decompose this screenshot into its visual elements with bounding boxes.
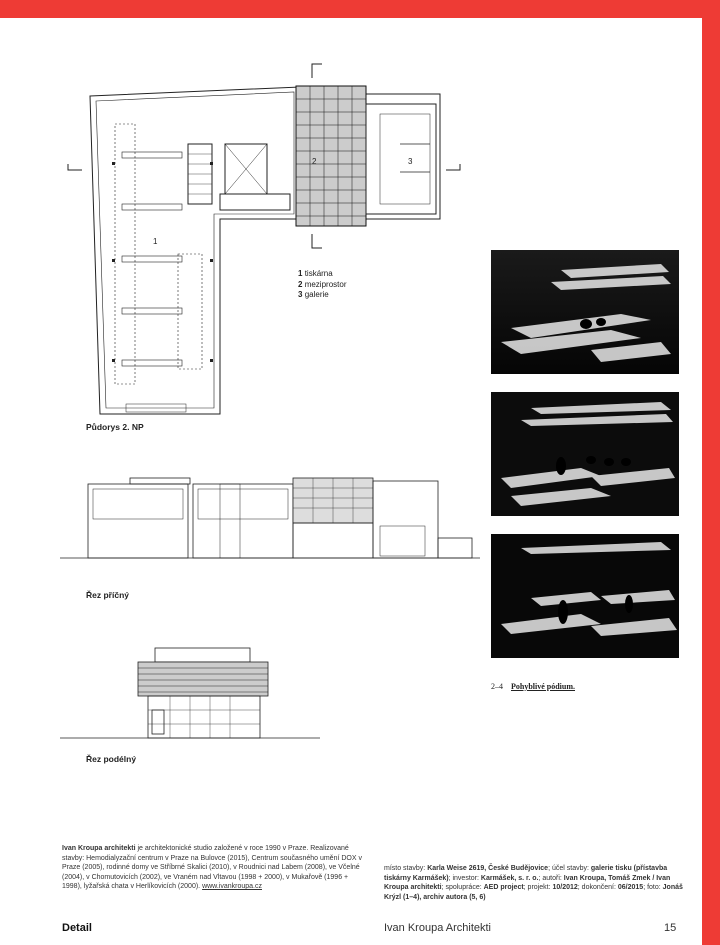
cross-section-caption: Řez příčný <box>86 590 129 600</box>
long-section-drawing <box>60 646 320 746</box>
bio-link[interactable]: www.ivankroupa.cz <box>202 883 262 891</box>
credits-text: místo stavby: Karla Weise 2619, České Budějovice; účel stavby: galerie tisku (přístavba tiskárny Karmášek); investor: Karmášek, s. r. o.; autoři: Ivan Kroupa, Tomáš Zmek / Ivan Kroupa architekti; spolupráce: AED project; projekt: 10/2012; dokončení: 06/2015; foto: Jonáš Krýzl (1–4), archiv autora (5, 6) <box>384 865 683 901</box>
plan-label-2: 2 <box>312 157 317 166</box>
plan-caption: Půdorys 2. NP <box>86 422 144 432</box>
legend-item: 2 meziprostor <box>298 279 347 289</box>
photo-caption-number: 2–4 <box>491 682 503 691</box>
plan-legend <box>298 269 346 301</box>
page-number: 15 <box>664 922 677 934</box>
photo-caption <box>491 682 575 691</box>
bio-name: Ivan Kroupa architekti <box>62 845 136 852</box>
photo-stage-2 <box>491 392 679 516</box>
plan-label-3: 3 <box>408 157 413 166</box>
photo-caption-text: Pohyblivé pódium. <box>511 682 576 691</box>
legend-item: 3 galerie <box>298 290 329 299</box>
bio-body: je architektonické studio založené v roce 1990 v Praze. Realizované stavby: Hemodialyzační centrum v Praze na Bulovce (2015), Centrum současného umění DOX v Praze (2005), rodinné domy ve Stříbrné Skalici (2010), v Roudnici nad Labem (2008), ve Včelné (2004), v Chomutovicích (2002), ve Vraném nad Vltavou (1998 + 2000), v Mukařově (1996 + 1998), lyžařská chata v Herlíkovicích (2000). <box>62 845 362 891</box>
plan-label-1: 1 <box>153 237 158 246</box>
photo-stage-3 <box>491 534 679 658</box>
footer-title: Ivan Kroupa Architekti <box>384 922 492 934</box>
photo-stage-1 <box>491 250 679 374</box>
cross-section-drawing <box>60 466 480 576</box>
bio-text <box>62 844 362 892</box>
page <box>0 18 702 945</box>
long-section-caption: Řez podélný <box>86 754 137 764</box>
floor-plan-drawing <box>60 44 480 444</box>
legend-item: 1 tiskárna <box>298 269 333 278</box>
footer-section: Detail <box>62 922 92 934</box>
